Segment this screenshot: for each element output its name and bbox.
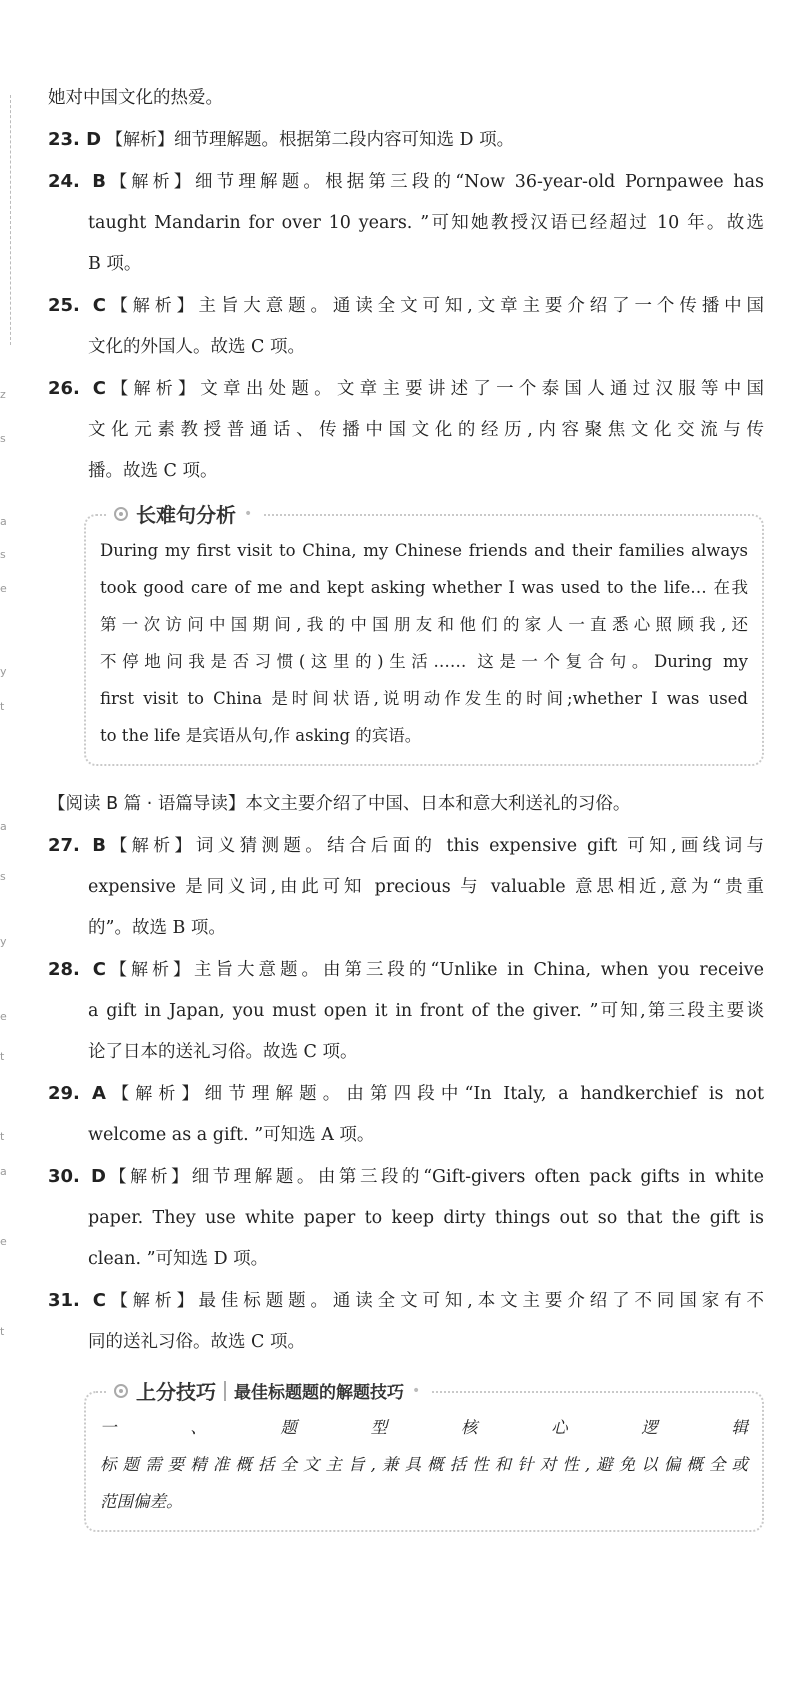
answer-line [48,825,764,867]
margin-fragment: a [0,1165,7,1178]
analysis-tag: 【解析】 [106,1291,199,1311]
box-line: 第一次访问中国期间,我的中国朋友和他们的家人一直悉心照顾我,还 [100,615,748,634]
answer-line: 的”。故选 B 项。 [88,918,226,938]
answer-line [48,119,764,161]
margin-fragment: t [0,1050,5,1063]
answer-line [48,161,764,203]
continuation-text: 她对中国文化的热爱。 [48,88,223,108]
analysis-tag: 【解析】 [106,172,195,192]
analysis-tag: 【解析】 [106,130,174,150]
answer-item [48,1280,765,1363]
answer-number: 30. D [48,1166,106,1187]
margin-fragment: z [0,388,6,401]
margin-fragment: y [0,665,7,678]
answer-number: 24. B [48,171,106,192]
box-title-text: 长难句分析 [136,503,236,527]
box-content [100,532,748,754]
analysis-tag: 【解析】 [106,960,194,980]
box-line: 标题需要精准概括全文主旨,兼具概括性和针对性,避免以偏概全或 [100,1455,748,1474]
answer-text: 细节理解题。由第四段中“In Italy, a handkerchief is not [204,1084,765,1104]
title-separator [224,1381,226,1401]
answer-line: a gift in Japan, you must open it in front of the giver. ”可知,第三段主要谈 [88,1001,764,1021]
box-line: to the life 是宾语从句,作 asking 的宾语。 [100,726,422,745]
answer-list-b [48,825,765,1363]
margin-fragment: t [0,1325,5,1338]
answer-number: 26. C [48,378,106,399]
answer-text: 词义猜测题。结合后面的 this expensive gift 可知,画线词与 [195,836,764,856]
answer-number: 23. D [48,129,102,150]
box-subtitle: 最佳标题题的解题技巧 [234,1383,404,1403]
margin-fragment: s [0,432,6,445]
box-line: During my first visit to China, my Chinese friends and their families always [100,541,748,560]
answer-line [48,1156,764,1198]
dots-decoration: • [244,505,255,522]
answer-list-a [48,119,765,492]
box-line: 不停地问我是否习惯(这里的)生活…… 这是一个复合句。During my [100,652,748,671]
analysis-tag: 【解析】 [106,296,199,316]
answer-line [48,368,764,410]
analysis-tag: 【解析】 [106,836,196,856]
answer-item [48,161,764,285]
analysis-tag: 【解析】 [106,1084,205,1104]
answer-text: 细节理解题。根据第三段的“Now 36-year-old Pornpawee has [194,172,764,192]
answer-number: 31. C [48,1290,106,1311]
margin-border [2,95,11,345]
margin-fragment: t [0,1130,5,1143]
box-content [100,1409,748,1520]
answer-text: 细节理解题。根据第二段内容可知选 D 项。 [174,130,515,150]
answer-item [48,368,765,492]
tips-box [84,1380,764,1532]
answer-text: 主旨大意题。由第三段的“Unlike in China, when you receive [193,960,765,980]
margin-fragment: a [0,515,7,528]
answer-number: 25. C [48,295,106,316]
margin-fragment: e [0,582,7,595]
margin-fragment: s [0,870,6,883]
answer-item [48,119,764,161]
analysis-tag: 【解析】 [106,1167,192,1187]
margin-fragment: a [0,820,7,833]
analysis-tag: 【解析】 [106,379,201,399]
dots-decoration: • [412,1382,423,1399]
answer-content [48,78,765,1532]
box-line: 范围偏差。 [100,1492,183,1511]
answer-text: 主旨大意题。通读全文可知,文章主要介绍了一个传播中国 [198,296,765,316]
answer-line: welcome as a gift. ”可知选 A 项。 [88,1125,375,1145]
box-title [106,499,262,528]
answer-line: 文化元素教授普通话、传播中国文化的经历,内容聚焦文化交流与传 [88,420,764,440]
answer-item [48,1156,765,1280]
answer-number: 28. C [48,959,106,980]
box-line: first visit to China 是时间状语,说明动作发生的时间;whether I was used [100,689,748,708]
answer-line [48,949,764,991]
answer-line: expensive 是同义词,由此可知 precious 与 valuable 意思相近,意为“贵重 [88,877,764,897]
box-title [106,1376,430,1405]
target-icon [114,1384,128,1398]
answer-text: 最佳标题题。通读全文可知,本文主要介绍了不同国家有不 [198,1291,765,1311]
answer-number: 27. B [48,835,106,856]
answer-line [48,1280,764,1322]
margin-fragment: e [0,1235,7,1248]
answer-text: 细节理解题。由第三段的“Gift-givers often pack gifts in white [191,1167,765,1187]
answer-line [48,1073,764,1115]
answer-line: 论了日本的送礼习俗。故选 C 项。 [88,1042,358,1062]
box-line: took good care of me and kept asking whether I was used to the life… 在我 [100,578,748,597]
answer-text: 文章出处题。文章主要讲述了一个泰国人通过汉服等中国 [200,379,765,399]
answer-line: paper. They use white paper to keep dirty things out so that the gift is [88,1208,764,1228]
answer-line: taught Mandarin for over 10 years. ”可知她教授汉语已经超过 10 年。故选 [88,213,764,233]
margin-fragment: y [0,935,7,948]
margin-fragment: s [0,548,6,561]
margin-fragment: e [0,1010,7,1023]
section-b-intro: 【阅读 B 篇 · 语篇导读】本文主要介绍了中国、日本和意大利送礼的习俗。 [48,794,631,814]
answer-line: 文化的外国人。故选 C 项。 [88,337,306,357]
box-title-text: 上分技巧 [136,1380,216,1404]
answer-line [48,285,764,327]
answer-item [48,825,764,949]
answer-line: clean. ”可知选 D 项。 [88,1249,269,1269]
answer-line: 播。故选 C 项。 [88,461,218,481]
answer-line: B 项。 [88,254,142,274]
answer-number: 29. A [48,1083,106,1104]
long-sentence-box [84,503,764,766]
answer-item [48,1073,765,1156]
target-icon [114,507,128,521]
answer-item [48,285,765,368]
answer-line: 同的送礼习俗。故选 C 项。 [88,1332,306,1352]
answer-item [48,949,765,1073]
box-line: 一、题型核心逻辑 [100,1418,748,1437]
margin-fragment: t [0,700,5,713]
